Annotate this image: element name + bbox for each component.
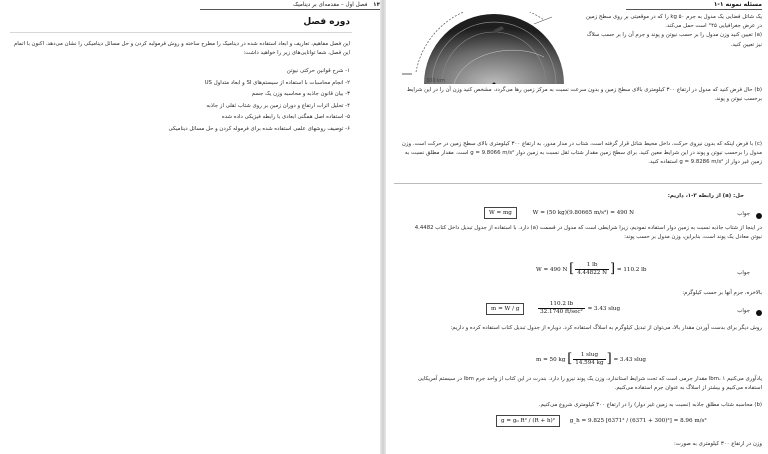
- eq-result: = 3.43 slug: [613, 357, 647, 363]
- eq-numerator: 1 slug: [573, 352, 605, 360]
- figure-label: 300 km: [426, 78, 445, 84]
- problem-part-c: (c) با فرض اینکه که بدون نیروی حرکت، داخل محیط شاتل قرار گرفته است، شتاب در مدار مدور، به ارتفاع ۳۰۰ کیلومتری بالای سطح زمین در حرکت است. وزن مدول را برحسب نیوتن و پوند در این شرایط معین کنید. برای سطح زمین مقدار شتاب ثقل نسبت به زمین دوار g = 9.8066 m/s² است. مقدار مطلق نسبت به زمین غیر دوار از g = 9.8286 m/s² استفاده کنید.: [401, 141, 762, 166]
- eq-numerator: 1 lb: [575, 262, 609, 270]
- earth-orbit-figure: [394, 12, 564, 84]
- eq-denominator: 4.44822 N: [577, 270, 608, 276]
- solution-divider: [394, 183, 762, 184]
- mass-equation: [486, 301, 620, 316]
- section-divider: [10, 32, 352, 33]
- mass-slug-equation: m = 50 kg [ $\frac{\text{1 slug}}{14.594 kg}$ ] = 3.43 slug: [536, 351, 647, 367]
- objective-item: ۳- بیان قانون جاذبه و محاسبه وزن یک جسم: [251, 91, 350, 98]
- section-title: دوره فصل: [303, 17, 350, 27]
- answer-label: جواب: [737, 270, 750, 276]
- eq-denominator: 32.1740 ft/sec²: [540, 309, 583, 315]
- problem-part-a-question: (a) تعیین کنید وزن مدول را بر حسب نیوتن و پوند و جرم آن را بر حسب سلاگ نیز تعیین کنید.: [586, 32, 762, 48]
- explanation-paragraph: وزن در ارتفاع ۳۰۰ کیلومتری به صورت:: [673, 441, 762, 447]
- weight-equation: [484, 207, 634, 219]
- left-page-number: ۱۴: [373, 2, 380, 8]
- answer-label: جواب: [737, 211, 750, 217]
- right-page: [386, 0, 768, 454]
- problem-part-a: یک شاتل فضایی یک مدول به جرم ۵۰ kg را که در موقعیتی بر روی سطح زمین در عرض جغرافیایی ۴۵° است حمل می‌کند.: [585, 14, 762, 30]
- explanation-paragraph: بالاخره، جرم آنها بر حسب کیلوگرم:: [682, 290, 762, 296]
- weight-result: W = (50 kg)(9.80665 m/s²) = 490 N: [532, 210, 635, 216]
- answer-label: جواب: [737, 308, 750, 314]
- eq-result: = 110.2 lb: [616, 267, 647, 273]
- eq-lhs: m = 50 kg: [536, 357, 566, 363]
- gravity-altitude-equation: [496, 415, 707, 427]
- answer-bullet: [756, 213, 762, 219]
- problem-statement: [586, 13, 762, 50]
- mass-formula-box: m = W / g: [486, 303, 524, 315]
- answer-bullet: [756, 310, 762, 316]
- gravity-formula-box: g = g₀ R² / (R + h)²: [496, 415, 560, 427]
- objective-item: ۴- تحلیل اثرات ارتفاع و دوران زمین بر روی شتاب ثقلی از جاذبه: [206, 102, 350, 109]
- eq-result: = 3.43 slug: [587, 306, 621, 312]
- sample-problem-header: مسئله نمونه ۱-۱: [626, 0, 762, 10]
- problem-part-b: (b) حال فرض کنید که مدول در ارتفاع ۳۰۰ کیلومتری بالای سطح زمین و بدون سرعت نسبت به مرکز زمین رها می‌گردد. مشخص کنید وزن آن را در این شرایط برحسب نیوتن و پوند.: [406, 87, 762, 103]
- weight-pounds-equation: W = 490 N [ $\frac{1 lb}{4.44822 N}$ ] = 110.2 lb: [536, 261, 647, 277]
- eq-denominator: 14.594 kg: [575, 360, 604, 366]
- weight-formula-box: W = mg: [484, 207, 517, 219]
- objective-item: ۲- انجام محاسبات با استفاده از سیستم‌های SI و ابعاد متداول US: [204, 79, 350, 86]
- intro-paragraph: این فصل مفاهیم، تعاریف و ابعاد استفاده شده در دینامیک را مطرح ساخته و روش فرمولبه کردن و حل مسائل دینامیکی را نشان می‌دهد. اکنون با اتمام این فصل، شما توانایی‌های زیر را خواهید داشت:: [13, 41, 350, 57]
- explanation-paragraph: در اینجا از شتاب جاذبه نسبت به زمین دوار استفاده نمودیم، زیرا شرایطی است که مدول در قسمت (a) دارد. با استفاده از جدول تبدیل داخل کتاب 4.4482 نیوتن معادل یک پوند است، بنابراین، وزن مدول بر حسب پوند:: [414, 225, 762, 241]
- explanation-paragraph: (b) محاسبه شتاب مطلق جاذبه (نسبت به زمین غیر دوار) را در ارتفاع ۳۰۰ کیلومتری شروع می‌کنیم.: [538, 402, 762, 408]
- objectives-list: [20, 66, 350, 136]
- objective-item: ۶- توصیف روشهای علمی استفاده شده برای فرموله کردن و حل مسائل دینامیکی: [168, 125, 350, 132]
- eq-lhs: W = 490 N: [536, 267, 568, 273]
- left-chapter-title: فصل اول – مقدمه‌ای بر دینامیک: [293, 2, 368, 8]
- solution-heading: حل: (a) از رابطه ۳-۱، داریم:: [667, 193, 744, 199]
- objective-item: ۵- استفاده اصل همگنی ابعادی با رابطه فیزیکی داده شده: [221, 114, 350, 121]
- gravity-result: g_h = 9.825 [6371² / (6371 + 300)²] = 8.96 m/s²: [569, 418, 707, 424]
- explanation-paragraph: یادآوری می‌کنیم lbm، ۱ مقدار جرمی است که تحت شرایط استاندارد، وزن یک پوند نیرو را دارد. بندرت در این کتاب از واحد جرم lbm در سیستم آمریکایی استفاده می‌کنیم و بیشتر از اسلاگ به عنوان جرم استفاده می‌کنیم.: [417, 376, 762, 392]
- eq-numerator: 110.2 lb: [538, 301, 585, 309]
- objective-item: ۱- شرح قوانین حرکتی نیوتن: [286, 68, 350, 74]
- left-page: [0, 0, 380, 454]
- explanation-paragraph: روش دیگر برای بدست آوردن مقدار بالا، می‌توان از تبدیل کیلوگرم به اسلاگ استفاده کرد. دوباره از جدول تبدیل کتاب استفاده کرده و داریم:: [450, 325, 762, 331]
- left-page-header: [200, 1, 380, 10]
